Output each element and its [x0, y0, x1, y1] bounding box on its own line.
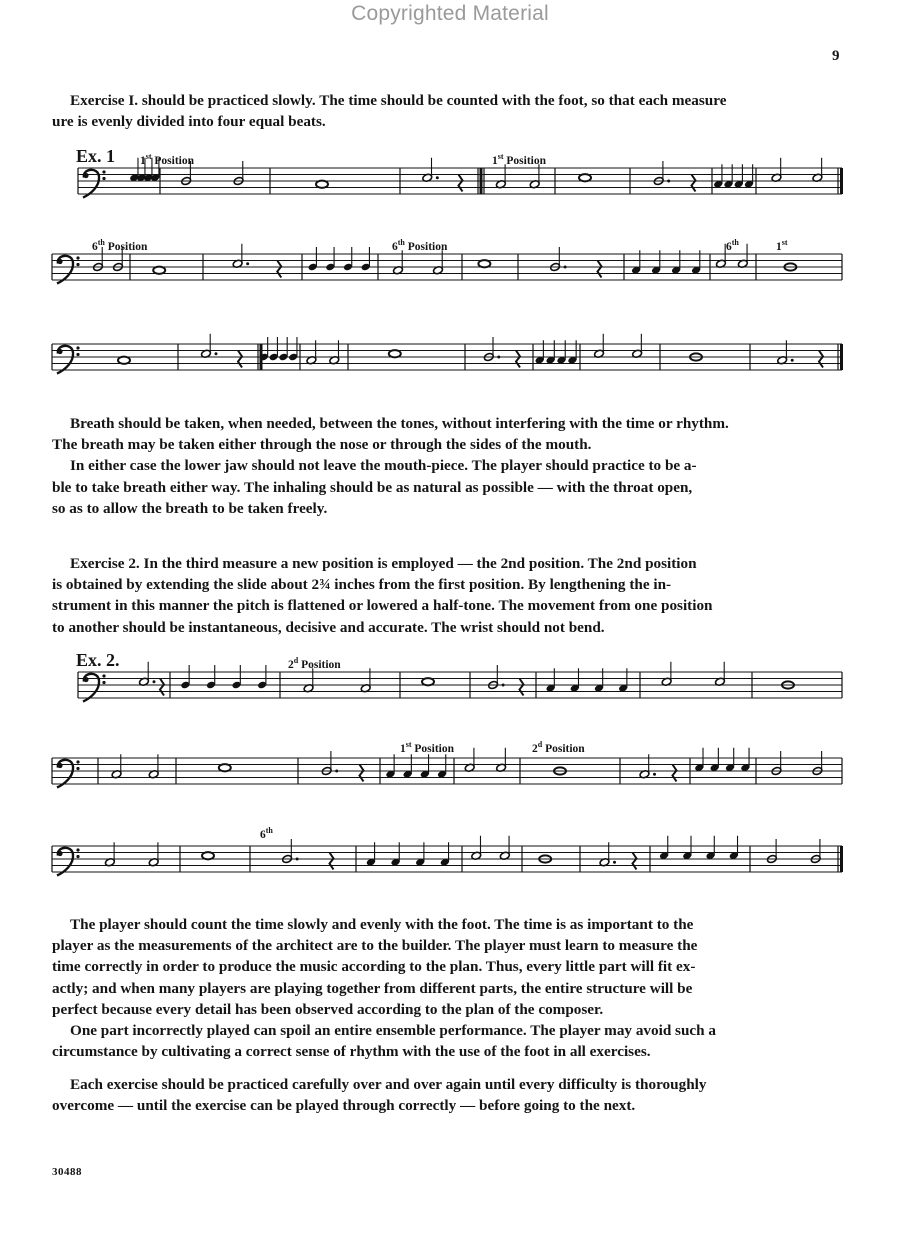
dot — [791, 359, 794, 362]
quarter-rest — [673, 765, 677, 782]
whole-note — [316, 181, 328, 188]
page-number: 9 — [832, 48, 840, 64]
position-label: 6th Position — [392, 238, 448, 253]
bass-clef-dot — [76, 848, 79, 851]
closing-line: Each exercise should be practiced carefully over and over again until every difficulty is thoroughly — [70, 1076, 707, 1093]
quarter-rest — [459, 175, 463, 192]
position-label: 2$^d$ Position — [532, 740, 585, 755]
final-barline — [840, 168, 843, 194]
quarter-rest — [277, 261, 281, 278]
ex1-label: Ex. 1 — [76, 146, 116, 166]
position-label: 1st Position — [492, 152, 547, 167]
quarter-rest — [819, 351, 823, 368]
bass-clef-dot — [76, 760, 79, 763]
position-label: 1st Position — [140, 152, 195, 167]
position-label: 1st — [776, 238, 788, 253]
position-label: 6th — [726, 238, 739, 253]
bass-clef-dot — [102, 681, 105, 684]
bass-clef-dot — [76, 767, 79, 770]
quarter-rest — [598, 261, 602, 278]
breath-line: In either case the lower jaw should not leave the mouth-piece. The player should practice to be a- — [70, 457, 697, 475]
bass-clef-dot — [76, 353, 79, 356]
dot — [653, 773, 656, 776]
dot — [215, 352, 218, 355]
position-label: 2$^d$ Position — [288, 656, 341, 671]
quarter-rest — [633, 853, 637, 870]
dot — [497, 356, 500, 359]
exercise2-line: is obtained by extending the slide about 2¾ inches from the first position. By lengthening the in- — [52, 576, 672, 594]
dot — [436, 176, 439, 179]
whole-note — [422, 678, 434, 685]
position-label: 6th Position — [92, 238, 148, 253]
final-barline — [840, 846, 843, 872]
player-line: perfect because every detail has been observed according to the plan of the composer. — [52, 1000, 604, 1018]
quarter-rest — [160, 679, 164, 696]
dot — [246, 262, 249, 265]
whole-note — [579, 174, 591, 181]
bass-clef-dot — [57, 349, 62, 354]
copyright-watermark: Copyrighted Material — [351, 2, 549, 25]
quarter-rest — [330, 853, 334, 870]
bass-clef-dot — [83, 173, 88, 178]
bass-clef-dot — [76, 256, 79, 259]
quarter-rest — [360, 765, 364, 782]
bass-clef-dot — [76, 346, 79, 349]
player-line: The player should count the time slowly and evenly with the foot. The time is as important to the — [70, 916, 694, 933]
bass-clef-dot — [76, 855, 79, 858]
bass-clef-dot — [102, 170, 105, 173]
dot — [296, 858, 299, 861]
position-label: 1st Position — [400, 740, 455, 755]
whole-note — [202, 852, 214, 859]
breath-line: ble to take breath either way. The inhaling should be as natural as possible — with the throat open, — [52, 478, 693, 496]
dot — [667, 180, 670, 183]
quarter-rest — [520, 679, 524, 696]
ex2-label: Ex. 2. — [76, 650, 120, 670]
breath-line: so as to allow the breath to be taken freely. — [52, 499, 328, 517]
player-line: One part incorrectly played can spoil an entire ensemble performance. The player may avoid such a — [70, 1022, 716, 1040]
intro-line: ure is evenly divided into four equal beats. — [52, 113, 326, 131]
quarter-rest — [516, 351, 520, 368]
whole-note — [118, 357, 130, 364]
bass-clef-dot — [57, 851, 62, 856]
whole-note — [153, 267, 165, 274]
dot — [502, 684, 505, 687]
bass-clef-dot — [57, 259, 62, 264]
dot — [564, 266, 567, 269]
exercise2-line: to another should be instantaneous, decisive and accurate. The wrist should not bend. — [52, 618, 605, 636]
player-line: time correctly in order to produce the music according to the plan. Thus, every little part will fit ex- — [52, 958, 696, 976]
final-barline — [840, 344, 843, 370]
bass-clef-dot — [57, 763, 62, 768]
bass-clef-dot — [102, 674, 105, 677]
player-line: player as the measurements of the architect are to the builder. The player must learn to measure the — [52, 937, 698, 955]
quarter-rest — [238, 351, 242, 368]
position-label: 6th — [260, 826, 273, 841]
bass-clef-dot — [83, 677, 88, 682]
bass-clef-dot — [102, 177, 105, 180]
whole-note — [478, 260, 490, 267]
bass-clef-dot — [76, 263, 79, 266]
player-line: actly; and when many players are playing together from different parts, the entire structure will be — [52, 979, 693, 997]
catalog-number: 30488 — [52, 1166, 82, 1178]
closing-line: overcome — until the exercise can be played through correctly — before going to the next. — [52, 1097, 636, 1115]
intro-line: Exercise I. should be practiced slowly. The time should be counted with the foot, so that each measure — [70, 92, 727, 109]
breath-line: Breath should be taken, when needed, between the tones, without interfering with the time or rhythm. — [70, 415, 729, 432]
whole-note — [219, 764, 231, 771]
dot — [335, 770, 338, 773]
dot — [153, 680, 156, 683]
exercise2-line: Exercise 2. In the third measure a new position is employed — the 2nd position. The 2nd position — [70, 555, 697, 572]
quarter-rest — [692, 175, 696, 192]
player-line: circumstance by cultivating a correct sense of rhythm with the use of the foot in all exercises. — [52, 1043, 651, 1061]
dot — [613, 861, 616, 864]
breath-line: The breath may be taken either through the nose or through the sides of the mouth. — [52, 436, 592, 454]
exercise2-line: strument in this manner the pitch is flattened or lowered a half-tone. The movement from one position — [52, 597, 713, 615]
whole-note — [389, 350, 401, 357]
